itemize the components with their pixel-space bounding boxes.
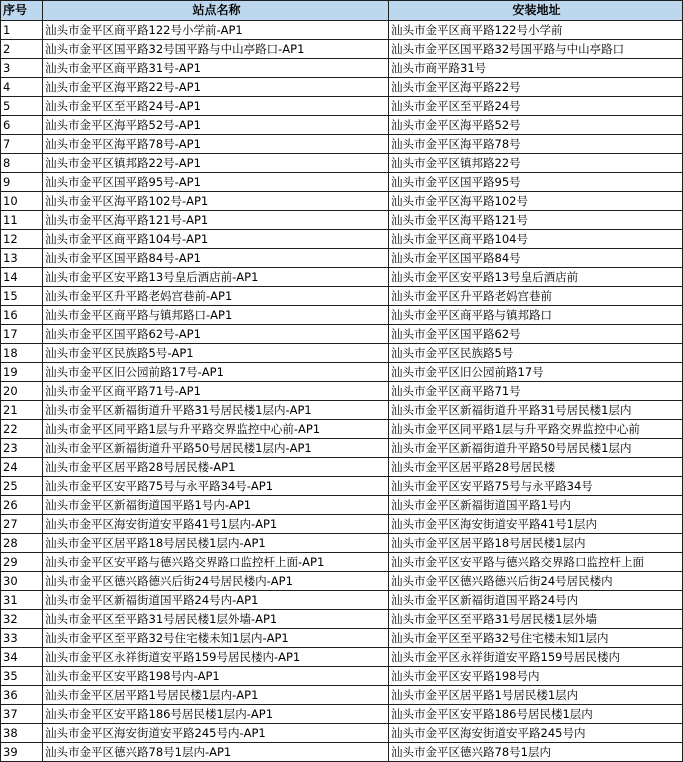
install-address-cell: 汕头市金平区安平路75号与永平路34号	[389, 477, 683, 496]
row-number: 13	[1, 249, 43, 268]
install-address-cell: 汕头市金平区海平路22号	[389, 78, 683, 97]
row-number: 24	[1, 458, 43, 477]
station-name-cell: 汕头市金平区海平路78号-AP1	[43, 135, 389, 154]
install-address-cell: 汕头市金平区国平路84号	[389, 249, 683, 268]
station-name-cell: 汕头市金平区海平路121号-AP1	[43, 211, 389, 230]
station-name-cell: 汕头市金平区国平路95号-AP1	[43, 173, 389, 192]
table-row	[1, 553, 683, 572]
table-row	[1, 363, 683, 382]
station-name-cell: 汕头市金平区居平路18号居民楼1层内-AP1	[43, 534, 389, 553]
row-number: 29	[1, 553, 43, 572]
table-row	[1, 173, 683, 192]
row-number: 39	[1, 743, 43, 762]
row-number: 34	[1, 648, 43, 667]
table-row	[1, 496, 683, 515]
table-row	[1, 382, 683, 401]
station-name-cell: 汕头市金平区商平路104号-AP1	[43, 230, 389, 249]
install-address-cell: 汕头市金平区安平路13号皇后酒店前	[389, 268, 683, 287]
row-number: 33	[1, 629, 43, 648]
table-row	[1, 249, 683, 268]
row-number: 11	[1, 211, 43, 230]
install-address-cell: 汕头市金平区商平路104号	[389, 230, 683, 249]
table-row	[1, 686, 683, 705]
install-address-cell: 汕头市金平区安平路与德兴路交界路口监控杆上面	[389, 553, 683, 572]
row-number: 36	[1, 686, 43, 705]
table-row	[1, 515, 683, 534]
station-name-cell: 汕头市金平区至平路31号居民楼1层外墙-AP1	[43, 610, 389, 629]
row-number: 37	[1, 705, 43, 724]
table-row	[1, 705, 683, 724]
station-name-cell: 汕头市金平区商平路31号-AP1	[43, 59, 389, 78]
station-name-cell: 汕头市金平区国平路62号-AP1	[43, 325, 389, 344]
install-address-cell: 汕头市金平区海安街道安平路245号内	[389, 724, 683, 743]
table-row	[1, 743, 683, 762]
row-number: 18	[1, 344, 43, 363]
install-address-cell: 汕头市金平区居平路1号居民楼1层内	[389, 686, 683, 705]
table-row	[1, 97, 683, 116]
install-address-cell: 汕头市金平区商平路122号小学前	[389, 21, 683, 40]
row-number: 12	[1, 230, 43, 249]
table-row	[1, 591, 683, 610]
row-number: 27	[1, 515, 43, 534]
table-row	[1, 287, 683, 306]
table-row	[1, 667, 683, 686]
table-row	[1, 230, 683, 249]
row-number: 2	[1, 40, 43, 59]
row-number: 30	[1, 572, 43, 591]
station-name-cell: 汕头市金平区海平路22号-AP1	[43, 78, 389, 97]
table-row	[1, 629, 683, 648]
header-station-name: 站点名称	[43, 1, 389, 21]
install-address-cell: 汕头市金平区海平路52号	[389, 116, 683, 135]
table-row	[1, 439, 683, 458]
row-number: 3	[1, 59, 43, 78]
install-address-cell: 汕头市金平区民族路5号	[389, 344, 683, 363]
install-address-cell: 汕头市金平区国平路62号	[389, 325, 683, 344]
header-no: 序号	[1, 1, 43, 21]
header-install-address: 安装地址	[389, 1, 683, 21]
table-row	[1, 268, 683, 287]
install-address-cell: 汕头市金平区海安街道安平路41号1层内	[389, 515, 683, 534]
station-name-cell: 汕头市金平区新福街道国平路24号内-AP1	[43, 591, 389, 610]
row-number: 28	[1, 534, 43, 553]
table-body	[1, 21, 683, 762]
station-name-cell: 汕头市金平区新福街道升平路31号居民楼1层内-AP1	[43, 401, 389, 420]
station-name-cell: 汕头市金平区居平路28号居民楼-AP1	[43, 458, 389, 477]
station-name-cell: 汕头市金平区民族路5号-AP1	[43, 344, 389, 363]
station-name-cell: 汕头市金平区德兴路78号1层内-AP1	[43, 743, 389, 762]
station-name-cell: 汕头市金平区同平路1层与升平路交界监控中心前-AP1	[43, 420, 389, 439]
row-number: 16	[1, 306, 43, 325]
table-row	[1, 116, 683, 135]
row-number: 25	[1, 477, 43, 496]
table-row	[1, 477, 683, 496]
row-number: 20	[1, 382, 43, 401]
station-name-cell: 汕头市金平区商平路71号-AP1	[43, 382, 389, 401]
table-row	[1, 59, 683, 78]
table-row	[1, 610, 683, 629]
station-name-cell: 汕头市金平区居平路1号居民楼1层内-AP1	[43, 686, 389, 705]
station-name-cell: 汕头市金平区至平路24号-AP1	[43, 97, 389, 116]
install-address-cell: 汕头市金平区居平路28号居民楼	[389, 458, 683, 477]
station-name-cell: 汕头市金平区商平路与镇邦路口-AP1	[43, 306, 389, 325]
install-address-cell: 汕头市金平区安平路186号居民楼1层内	[389, 705, 683, 724]
table-row	[1, 401, 683, 420]
station-name-cell: 汕头市金平区安平路186号居民楼1层内-AP1	[43, 705, 389, 724]
install-address-cell: 汕头市金平区新福街道升平路50号居民楼1层内	[389, 439, 683, 458]
table-row	[1, 572, 683, 591]
row-number: 8	[1, 154, 43, 173]
install-address-cell: 汕头市金平区同平路1层与升平路交界监控中心前	[389, 420, 683, 439]
station-name-cell: 汕头市金平区至平路32号住宅楼未知1层内-AP1	[43, 629, 389, 648]
install-address-cell: 汕头市金平区升平路老妈宫巷前	[389, 287, 683, 306]
station-name-cell: 汕头市金平区商平路122号小学前-AP1	[43, 21, 389, 40]
row-number: 15	[1, 287, 43, 306]
station-name-cell: 汕头市金平区镇邦路22号-AP1	[43, 154, 389, 173]
row-number: 38	[1, 724, 43, 743]
row-number: 9	[1, 173, 43, 192]
table-row	[1, 21, 683, 40]
install-address-cell: 汕头市金平区至平路31号居民楼1层外墙	[389, 610, 683, 629]
table-row	[1, 135, 683, 154]
table-row	[1, 458, 683, 477]
install-address-cell: 汕头市金平区至平路24号	[389, 97, 683, 116]
station-name-cell: 汕头市金平区海平路102号-AP1	[43, 192, 389, 211]
station-name-cell: 汕头市金平区海平路52号-AP1	[43, 116, 389, 135]
row-number: 19	[1, 363, 43, 382]
row-number: 4	[1, 78, 43, 97]
install-address-cell: 汕头市金平区永祥街道安平路159号居民楼内	[389, 648, 683, 667]
table-row	[1, 534, 683, 553]
table-row	[1, 648, 683, 667]
install-address-cell: 汕头市金平区新福街道国平路24号内	[389, 591, 683, 610]
station-name-cell: 汕头市金平区海安街道安平路41号1层内-AP1	[43, 515, 389, 534]
install-address-cell: 汕头市金平区新福街道升平路31号居民楼1层内	[389, 401, 683, 420]
station-name-cell: 汕头市金平区永祥街道安平路159号居民楼内-AP1	[43, 648, 389, 667]
row-number: 26	[1, 496, 43, 515]
row-number: 23	[1, 439, 43, 458]
row-number: 21	[1, 401, 43, 420]
install-address-cell: 汕头市金平区海平路102号	[389, 192, 683, 211]
table-row	[1, 325, 683, 344]
install-address-cell: 汕头市金平区商平路与镇邦路口	[389, 306, 683, 325]
install-address-cell: 汕头市金平区海平路121号	[389, 211, 683, 230]
table-row	[1, 344, 683, 363]
row-number: 10	[1, 192, 43, 211]
install-address-cell: 汕头市金平区居平路18号居民楼1层内	[389, 534, 683, 553]
station-name-cell: 汕头市金平区国平路32号国平路与中山亭路口-AP1	[43, 40, 389, 59]
install-address-cell: 汕头市金平区德兴路78号1层内	[389, 743, 683, 762]
install-address-cell: 汕头市金平区新福街道国平路1号内	[389, 496, 683, 515]
table-row	[1, 420, 683, 439]
station-name-cell: 汕头市金平区新福街道国平路1号内-AP1	[43, 496, 389, 515]
install-address-cell: 汕头市金平区国平路32号国平路与中山亭路口	[389, 40, 683, 59]
table-row	[1, 724, 683, 743]
station-name-cell: 汕头市金平区安平路13号皇后酒店前-AP1	[43, 268, 389, 287]
install-address-cell: 汕头市金平区德兴路德兴后街24号居民楼内	[389, 572, 683, 591]
row-number: 6	[1, 116, 43, 135]
table-row	[1, 78, 683, 97]
table-row	[1, 192, 683, 211]
station-name-cell: 汕头市金平区新福街道升平路50号居民楼1层内-AP1	[43, 439, 389, 458]
install-address-cell: 汕头市金平区至平路32号住宅楼未知1层内	[389, 629, 683, 648]
station-name-cell: 汕头市金平区德兴路德兴后街24号居民楼内-AP1	[43, 572, 389, 591]
station-name-cell: 汕头市金平区旧公园前路17号-AP1	[43, 363, 389, 382]
table-row	[1, 306, 683, 325]
install-address-cell: 汕头市金平区国平路95号	[389, 173, 683, 192]
station-name-cell: 汕头市金平区升平路老妈宫巷前-AP1	[43, 287, 389, 306]
table-row	[1, 154, 683, 173]
row-number: 1	[1, 21, 43, 40]
station-name-cell: 汕头市金平区国平路84号-AP1	[43, 249, 389, 268]
install-address-cell: 汕头市金平区镇邦路22号	[389, 154, 683, 173]
row-number: 7	[1, 135, 43, 154]
install-address-cell: 汕头市金平区旧公园前路17号	[389, 363, 683, 382]
header-row	[1, 1, 683, 21]
install-address-cell: 汕头市金平区海平路78号	[389, 135, 683, 154]
row-number: 32	[1, 610, 43, 629]
station-name-cell: 汕头市金平区安平路198号内-AP1	[43, 667, 389, 686]
row-number: 35	[1, 667, 43, 686]
install-address-cell: 汕头市商平路31号	[389, 59, 683, 78]
station-name-cell: 汕头市金平区海安街道安平路245号内-AP1	[43, 724, 389, 743]
install-address-cell: 汕头市金平区商平路71号	[389, 382, 683, 401]
row-number: 17	[1, 325, 43, 344]
station-name-cell: 汕头市金平区安平路75号与永平路34号-AP1	[43, 477, 389, 496]
row-number: 22	[1, 420, 43, 439]
row-number: 14	[1, 268, 43, 287]
row-number: 5	[1, 97, 43, 116]
table-row	[1, 40, 683, 59]
install-address-cell: 汕头市金平区安平路198号内	[389, 667, 683, 686]
table-row	[1, 211, 683, 230]
station-name-cell: 汕头市金平区安平路与德兴路交界路口监控杆上面-AP1	[43, 553, 389, 572]
row-number: 31	[1, 591, 43, 610]
